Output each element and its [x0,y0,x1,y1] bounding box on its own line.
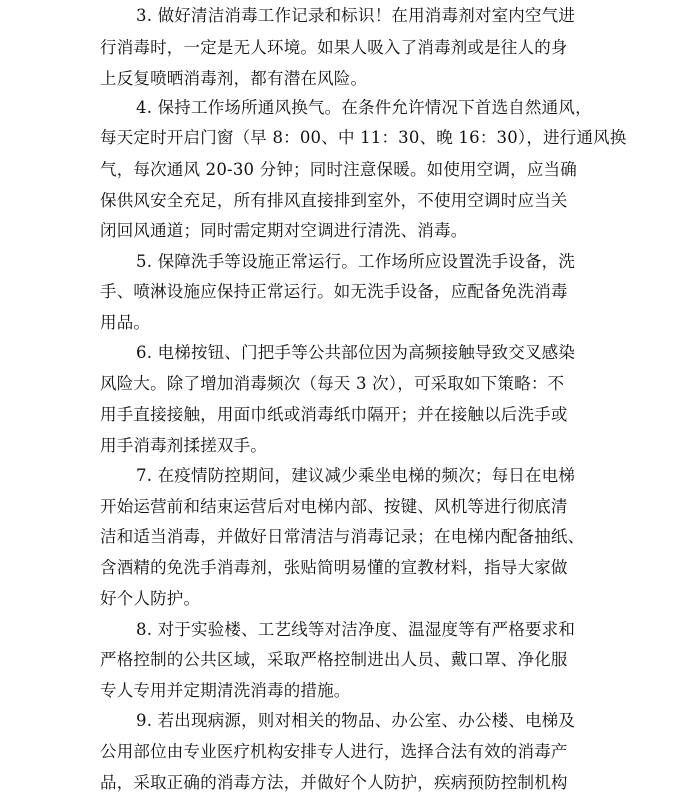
paragraph-line: 开始运营前和结束运营后对电梯内部、按键、风机等进行彻底清 [100,497,568,516]
paragraph-line: 6. 电梯按钮、门把手等公共部位因为高频接触导致交叉感染 [136,343,576,362]
paragraph-line: 手、喷淋设施应保持正常运行。如无洗手设备，应配备免洗消毒 [100,282,568,301]
paragraph-line: 行消毒时，一定是无人环境。如果人吸入了消毒剂或是往人的身 [100,38,568,57]
paragraph-line: 保供风安全充足，所有排风直接排到室外，不使用空调时应当关 [100,191,568,210]
paragraph-line: 用手直接接触，用面巾纸或消毒纸巾隔开；并在接触以后洗手或 [100,405,568,424]
paragraph-line: 含酒精的免洗手消毒剂，张贴简明易懂的宣教材料，指导大家做 [100,558,568,577]
paragraph-line: 好个人防护。 [100,589,201,608]
paragraph-line: 每天定时开启门窗（早 8：00、中 11：30、晚 16：30），进行通风换 [100,128,627,147]
paragraph-line: 洁和适当消毒，并做好日常清洁与消毒记录；在电梯内配备抽纸、 [100,527,585,546]
paragraph-line: 严格控制的公共区域，采取严格控制进出人员、戴口罩、净化服 [100,650,568,669]
paragraph-line: 风险大。除了增加消毒频次（每天 3 次），可采取如下策略：不 [100,374,565,393]
paragraph-line: 品，采取正确的消毒方法，并做好个人防护，疾病预防控制机构 [100,773,568,792]
paragraph-line: 公用部位由专业医疗机构安排专人进行，选择合法有效的消毒产 [100,742,568,761]
paragraph-line: 气，每次通风 20-30 分钟；同时注意保暖。如使用空调，应当确 [100,160,577,179]
paragraph-line: 用品。 [100,313,151,332]
paragraph-line: 用手消毒剂揉搓双手。 [100,436,267,455]
paragraph-line: 5. 保障洗手等设施正常运行。工作场所应设置洗手设备，洗 [136,252,576,271]
paragraph-line: 上反复喷晒消毒剂，都有潜在风险。 [100,69,368,88]
paragraph-line: 专人专用并定期清洗消毒的措施。 [100,681,351,700]
paragraph-line: 4. 保持工作场所通风换气。在条件允许情况下首选自然通风， [136,98,592,117]
paragraph-line: 3. 做好清洁消毒工作记录和标识！在用消毒剂对室内空气进 [136,6,576,25]
paragraph-line: 闭回风通道；同时需定期对空调进行清洗、消毒。 [100,221,468,240]
paragraph-line: 7. 在疫情防控期间，建议减少乘坐电梯的频次；每日在电梯 [136,466,576,485]
paragraph-line: 8. 对于实验楼、工艺线等对洁净度、温湿度等有严格要求和 [136,620,576,639]
paragraph-line: 9. 若出现病源，则对相关的物品、办公室、办公楼、电梯及 [136,711,576,730]
